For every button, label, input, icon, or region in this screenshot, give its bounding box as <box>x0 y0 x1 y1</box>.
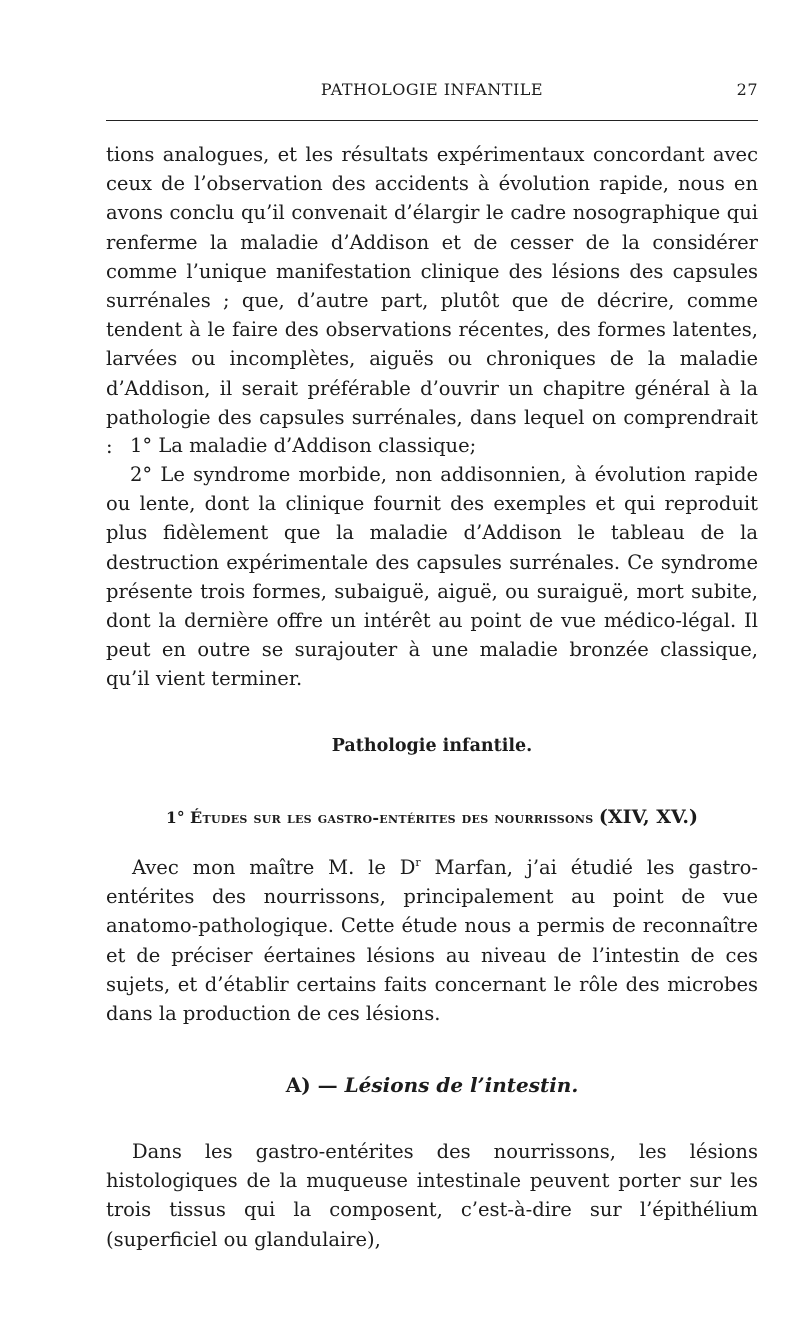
sub-sub-label: A) — <box>285 1073 338 1097</box>
subsection-number: 1° <box>166 808 185 827</box>
paragraph-2-start: Avec mon maître M. le D <box>132 856 416 879</box>
body-paragraph-2 <box>106 853 758 1028</box>
body-paragraph-3: Dans les gastro-entérites des nourrissons, les lésions histologiques de la muqueuse intestinale peuvent porter sur les trois tissus qui la composent, c’est-à-dire sur l’épithélium (superficiel ou glandulaire), <box>106 1140 758 1251</box>
section-heading: Pathologie infantile. <box>331 736 533 756</box>
doctor-superscript: r <box>415 856 421 869</box>
subsection-references: (XIV, XV.) <box>598 806 698 828</box>
list-item-2: 2° Le syndrome morbide, non addisonnien, à évolution rapide ou lente, dont la clinique fournit des exemples et qui reproduit plus fidèlement que la maladie d’Addison le tableau de la destruction expérimentale des capsules surrénales. Ce syndrome présente trois formes, subaiguë, aiguë, ou suraiguë, mort subite, dont la dernière offre un intérêt au point de vue médico-légal. Il peut en outre se surajouter à une maladie bronzée classique, qu’il vient terminer. <box>106 463 758 691</box>
page-number: 27 <box>736 80 758 99</box>
paragraph-2-rest: Marfan, j’ai étudié les gastro-entérites des nourrissons, principalement au point de vue anatomo-pathologique. Cette étude nous a permis de reconnaître et de préciser éertaines lésions au niveau de l’intestin de ces sujets, et d’établir certains faits concernant le rôle des microbes dans la production de ces lésions. <box>106 856 758 1026</box>
running-title: PATHOLOGIE INFANTILE <box>320 80 544 99</box>
sub-sub-title: Lésions de l’intestin. <box>344 1073 579 1097</box>
body-paragraph-1: tions analogues, et les résultats expérimentaux concordant avec ceux de l’observation des accidents à évolution rapide, nous en avons conclu qu’il convenait d’élargir le cadre nosographique qui renferme la maladie d’Addison et de cesser de la considérer comme l’unique manifestation clinique des lésions des capsules surrénales ; que, d’autre part, plutôt que de décrire, comme tendent à le faire des observations récentes, des formes latentes, larvées ou incomplètes, aiguës ou chroniques de la maladie d’Addison, il serait préférable d’ouvrir un chapitre général à la pathologie des capsules surrénales, dans lequel on comprendrait : <box>106 143 758 459</box>
subsection-heading <box>106 806 758 828</box>
list-item-1: 1° La maladie d’Addison classique; <box>130 434 477 457</box>
sub-sub-heading <box>106 1073 758 1097</box>
running-head <box>106 78 758 104</box>
subsection-title: Études sur les gastro-entérites des nourrissons <box>189 808 594 827</box>
header-rule <box>106 120 758 121</box>
